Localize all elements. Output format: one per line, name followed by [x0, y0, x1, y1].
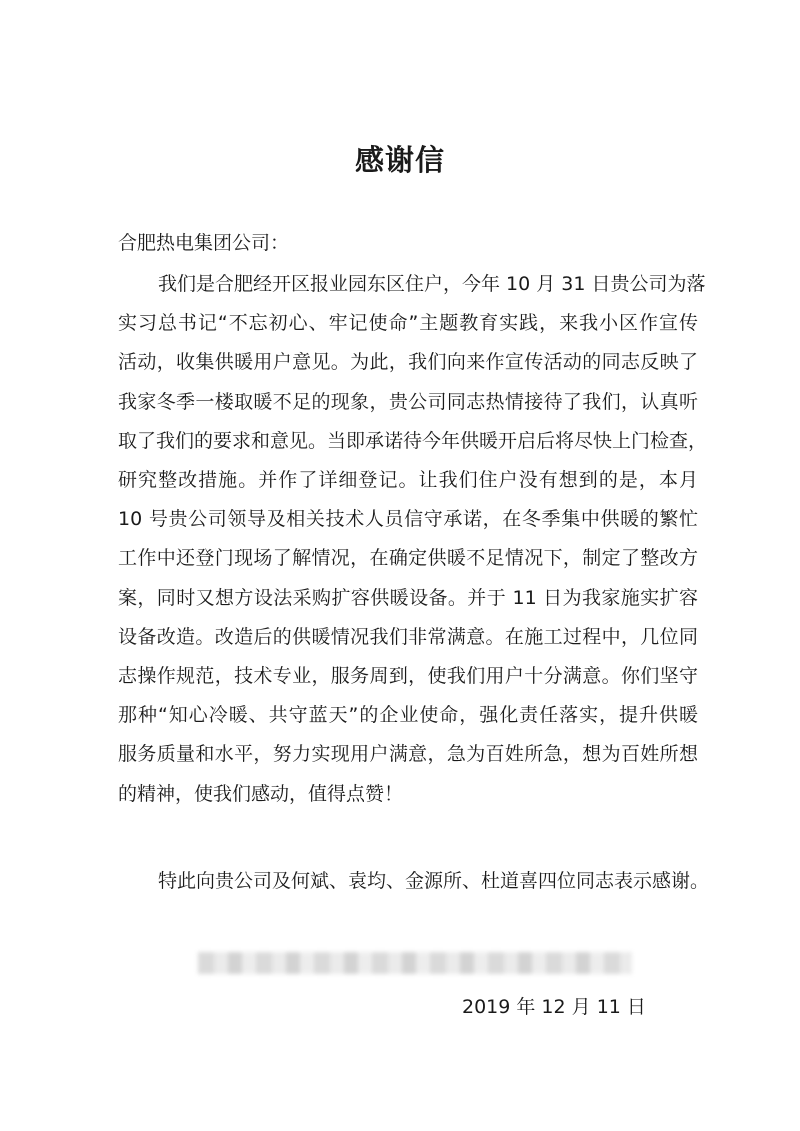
body-line: 的精神，使我们感动，值得点赞！ — [118, 782, 404, 805]
body-line: 设备改造。改造后的供暖情况我们非常满意。在施工过程中，几位同 — [118, 625, 698, 648]
closing-line: 特此向贵公司及何斌、袁均、金源所、杜道喜四位同志表示感谢。 — [158, 870, 710, 892]
letter-title: 感谢信 — [354, 143, 445, 177]
salutation: 合肥热电集团公司： — [118, 232, 290, 254]
body-line: 我家冬季一楼取暖不足的现象，贵公司同志热情接待了我们，认真听 — [118, 390, 698, 413]
body-line: 志操作规范，技术专业，服务周到，使我们用户十分满意。你们坚守 — [118, 665, 698, 688]
body-line: 案，同时又想方设法采购扩容供暖设备。并于 11 日为我家施实扩容 — [118, 586, 698, 609]
body-line: 那种“知心冷暖、共守蓝天”的企业使命，强化责任落实，提升供暖 — [118, 704, 698, 727]
body-line: 取了我们的要求和意见。当即承诺待今年供暖开启后将尽快上门检查， — [118, 429, 708, 452]
letter-date: 2019 年 12 月 11 日 — [462, 996, 646, 1018]
body-line: 10 号贵公司领导及相关技术人员信守承诺，在冬季集中供暖的繁忙 — [118, 508, 698, 531]
body-line: 活动，收集供暖用户意见。为此，我们向来作宣传活动的同志反映了 — [118, 351, 698, 374]
body-line: 实习总书记“不忘初心、牢记使命”主题教育实践，来我小区作宣传 — [118, 312, 698, 335]
letter-body — [118, 265, 708, 814]
redacted-signature — [198, 952, 632, 974]
body-line: 研究整改措施。并作了详细登记。让我们住户没有想到的是，本月 — [118, 469, 698, 492]
body-line: 工作中还登门现场了解情况，在确定供暖不足情况下，制定了整改方 — [118, 547, 698, 570]
body-line: 服务质量和水平，努力实现用户满意，急为百姓所急，想为百姓所想 — [118, 743, 698, 766]
body-line: 我们是合肥经开区报业园东区住户，今年 10 月 31 日贵公司为落 — [158, 273, 706, 295]
